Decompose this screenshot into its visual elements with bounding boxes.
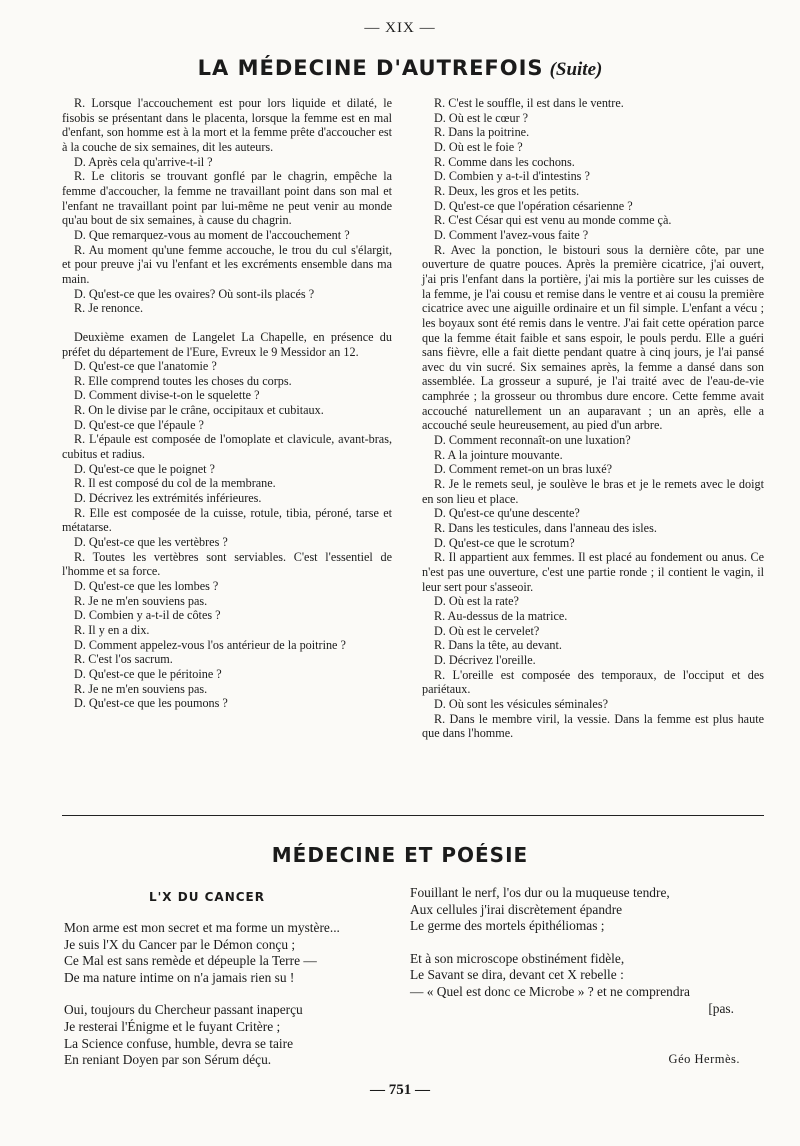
poem-title: L'X DU CANCER: [148, 890, 265, 904]
paragraph: D. Décrivez les extrémités inférieures.: [74, 491, 262, 506]
paragraph: D. Qu'est-ce que les lombes ?: [74, 579, 219, 593]
poem-line: Fouillant le nerf, l'os dur ou la muqueuse tendre,: [410, 885, 670, 900]
right-text-column: [422, 96, 764, 741]
paragraph: R. Avec la ponction, le bistouri sous la dernière côte, par une ouverture de quatre pouces. Après la première cicatrice, j'ai ouvert, j'ai pris l'enfant dans la portière, j'ai mis la portière sur les cuisses de la femme, je l'ai cousu et remise dans le ventre et ai cousu la première cicatrice avec une aiguille ordinaire et un fil simple. L'enfant a vécu ; les boyaux sont été remis dans le ventre. J'ai fait cette opération parce que la femme était faible et sans espoir, le pouls perdu. Elle a guéri sans fièvre, elle a fait diette pendant quatre à cinq jours, je l'ai pansé avec du vin sucré. Six semaines après, la femme a dansé dans son assemblée. La grosseur a supuré, je l'ai traité avec de l'eau-de-vie camphrée ; la grosseur ou thrombus dure encore. Cette femme avait accouché naturellement un an auparavant ; un an après, elle a accouché seule heureusement, au pied d'un arbre.: [422, 242, 764, 433]
paragraph: D. Qu'est-ce que l'épaule ?: [74, 417, 204, 432]
paragraph: D. Où est le cœur ?: [434, 110, 529, 125]
paragraph: D. Qu'est-ce que les ovaires? Où sont-ils placés ?: [74, 286, 315, 301]
paragraph: R. L'épaule est composée de l'omoplate et clavicule, avant-bras, cubitus et radius.: [62, 432, 392, 462]
roman-page-number: — XIX —: [364, 20, 436, 36]
paragraph: R. Le clitoris se trouvant gonflé par le chagrin, empêche la femme d'accoucher, la femme ne travaillant point dans son mal et l'enfant ne travaillant point par lui-même ne peut venir au monde qu'au bout de six semaines, à cause du chagrin.: [62, 169, 392, 228]
paragraph: D. Qu'est-ce que l'opération césarienne ?: [434, 198, 633, 213]
poem-line: Je resterai l'Énigme et le fuyant Critère ;: [64, 1018, 281, 1034]
paragraph: R. C'est le souffle, il est dans le ventre.: [434, 96, 624, 110]
paragraph: R. Deux, les gros et les petits.: [434, 183, 580, 198]
author-signature: Géo Hermès.: [668, 1052, 740, 1066]
paragraph: D. Où est la rate?: [434, 594, 519, 609]
paragraph: R. Toutes les vertèbres sont serviables. C'est l'essentiel de l'homme et sa force.: [62, 549, 392, 579]
poem-line: — « Quel est donc ce Microbe » ? et ne comprendra: [410, 983, 690, 999]
poem-left-column: [64, 920, 404, 1069]
paragraph: D. Décrivez l'oreille.: [434, 652, 536, 667]
poem-line: Je suis l'X du Cancer par le Démon conçu ;: [64, 936, 296, 952]
paragraph: D. Comment remet-on un bras luxé?: [434, 462, 613, 477]
poem-line: Aux cellules j'irai discrètement épandre: [410, 901, 623, 917]
paragraph: D. Comment divise-t-on le squelette ?: [74, 388, 260, 403]
paragraph: R. C'est l'os sacrum.: [74, 652, 173, 667]
stanza-break: [64, 986, 404, 1002]
paragraph: R. Dans le membre viril, la vessie. Dans la femme est plus haute que dans l'homme.: [422, 711, 764, 741]
paragraph: Deuxième examen de Langelet La Chapelle, en présence du préfet du département de l'Eure, Evreux le 9 Messidor an 12.: [62, 329, 392, 359]
poem-line: Oui, toujours du Chercheur passant inaperçu: [64, 1002, 303, 1018]
paragraph: D. Qu'est-ce que le péritoine ?: [74, 666, 222, 681]
poem-line-continuation: [pas.: [708, 1000, 734, 1016]
paragraph: R. On le divise par le crâne, occipitaux et cubitaux.: [74, 403, 324, 418]
poem-line: Ce Mal est sans remède et dépeuple la Terre —: [64, 953, 317, 969]
paragraph: R. Je ne m'en souviens pas.: [74, 593, 208, 608]
paragraph: D. Combien y a-t-il d'intestins ?: [434, 169, 590, 184]
paragraph: R. C'est César qui est venu au monde comme çà.: [434, 213, 672, 228]
article-title-text: LA MÉDECINE D'AUTREFOIS: [197, 56, 544, 80]
paragraph: R. Comme dans les cochons.: [434, 154, 575, 169]
paragraph: D. Qu'est-ce que les vertèbres ?: [74, 535, 228, 550]
page-number: — 751 —: [370, 1082, 430, 1098]
paragraph: R. Lorsque l'accouchement est pour lors liquide et dilaté, le fisobis se présentant dans le placenta, lorsque la femme est en mal d'enfant, son homme est à la mort et la femme prête d'accoucher est à la couche de six semaines, dit les auteurs.: [62, 96, 392, 154]
poem-line: Et à son microscope obstinément fidèle,: [410, 950, 625, 966]
paragraph: D. Qu'est-ce que le poignet ?: [74, 461, 215, 476]
paragraph: D. Qu'est-ce que les poumons ?: [74, 696, 228, 711]
paragraph: D. Comment appelez-vous l'os antérieur de la poitrine ?: [74, 637, 346, 652]
paragraph: R. Dans la poitrine.: [434, 125, 530, 140]
poem-line: Le germe des mortels épithéliomas ;: [410, 918, 605, 934]
section-divider: [62, 815, 764, 816]
poem-right-column: [410, 885, 764, 1017]
paragraph: R. Je ne m'en souviens pas.: [74, 681, 208, 696]
poem-line: En reniant Doyen par son Sérum déçu.: [64, 1052, 272, 1068]
paragraph: D. Combien y a-t-il de côtes ?: [74, 608, 221, 623]
left-text-column: [62, 96, 392, 711]
poem-line: De ma nature intime on n'a jamais rien su !: [64, 969, 295, 985]
paragraph: D. Qu'est-ce qu'une descente?: [434, 506, 580, 521]
paragraph: D. Comment reconnaît-on une luxation?: [434, 433, 631, 448]
paragraph: D. Où est le cervelet?: [434, 623, 540, 638]
paragraph: R. Elle est composée de la cuisse, rotule, tibia, péroné, tarse et métatarse.: [62, 505, 392, 535]
paragraph: R. Je renonce.: [74, 301, 144, 316]
paragraph: R. Au moment qu'une femme accouche, le trou du cul s'élargit, et pour preuve j'ai vu l'enfant et les excréments ensemble dans ma main.: [62, 242, 392, 286]
paragraph: R. Dans les testicules, dans l'anneau des isles.: [434, 521, 657, 536]
paragraph: R. A la jointure mouvante.: [434, 447, 563, 462]
paragraph: R. Il y en a dix.: [74, 622, 150, 637]
paragraph: D. Où est le foie ?: [434, 139, 523, 154]
section-title: MÉDECINE ET POÉSIE: [271, 843, 529, 867]
paragraph: D. Qu'est-ce que le scrotum?: [434, 535, 575, 550]
paragraph: R. L'oreille est composée des temporaux, de l'occiput et des pariétaux.: [422, 667, 764, 697]
paragraph: R. Elle comprend toutes les choses du corps.: [74, 373, 292, 388]
poem-line: La Science confuse, humble, devra se taire: [64, 1035, 294, 1051]
article-title: [0, 56, 800, 81]
paragraph: D. Qu'est-ce que l'anatomie ?: [74, 359, 217, 374]
poem-line: Le Savant se dira, devant cet X rebelle :: [410, 967, 624, 983]
stanza-break: [410, 935, 764, 951]
paragraph: D. Que remarquez-vous au moment de l'accouchement ?: [74, 227, 350, 242]
article-title-suffix: (Suite): [549, 59, 603, 80]
paragraph: R. Il appartient aux femmes. Il est placé au fondement ou anus. Ce n'est pas une ouverture, c'est une partie ronde ; il contient le vagin, il leur sert pour s'asseoir.: [422, 550, 764, 594]
paragraph: R. Je le remets seul, je soulève le bras et je le remets avec le doigt en son lieu et place.: [422, 477, 764, 506]
paragraph: R. Au-dessus de la matrice.: [434, 608, 568, 623]
paragraph: D. Après cela qu'arrive-t-il ?: [74, 154, 213, 169]
paragraph: R. Il est composé du col de la membrane.: [74, 476, 276, 491]
paragraph: R. Dans la tête, au devant.: [434, 638, 562, 653]
paragraph: D. Où sont les vésicules séminales?: [434, 696, 608, 711]
poem-line: Mon arme est mon secret et ma forme un mystère...: [64, 920, 340, 935]
paragraph: D. Comment l'avez-vous faite ?: [434, 227, 589, 242]
